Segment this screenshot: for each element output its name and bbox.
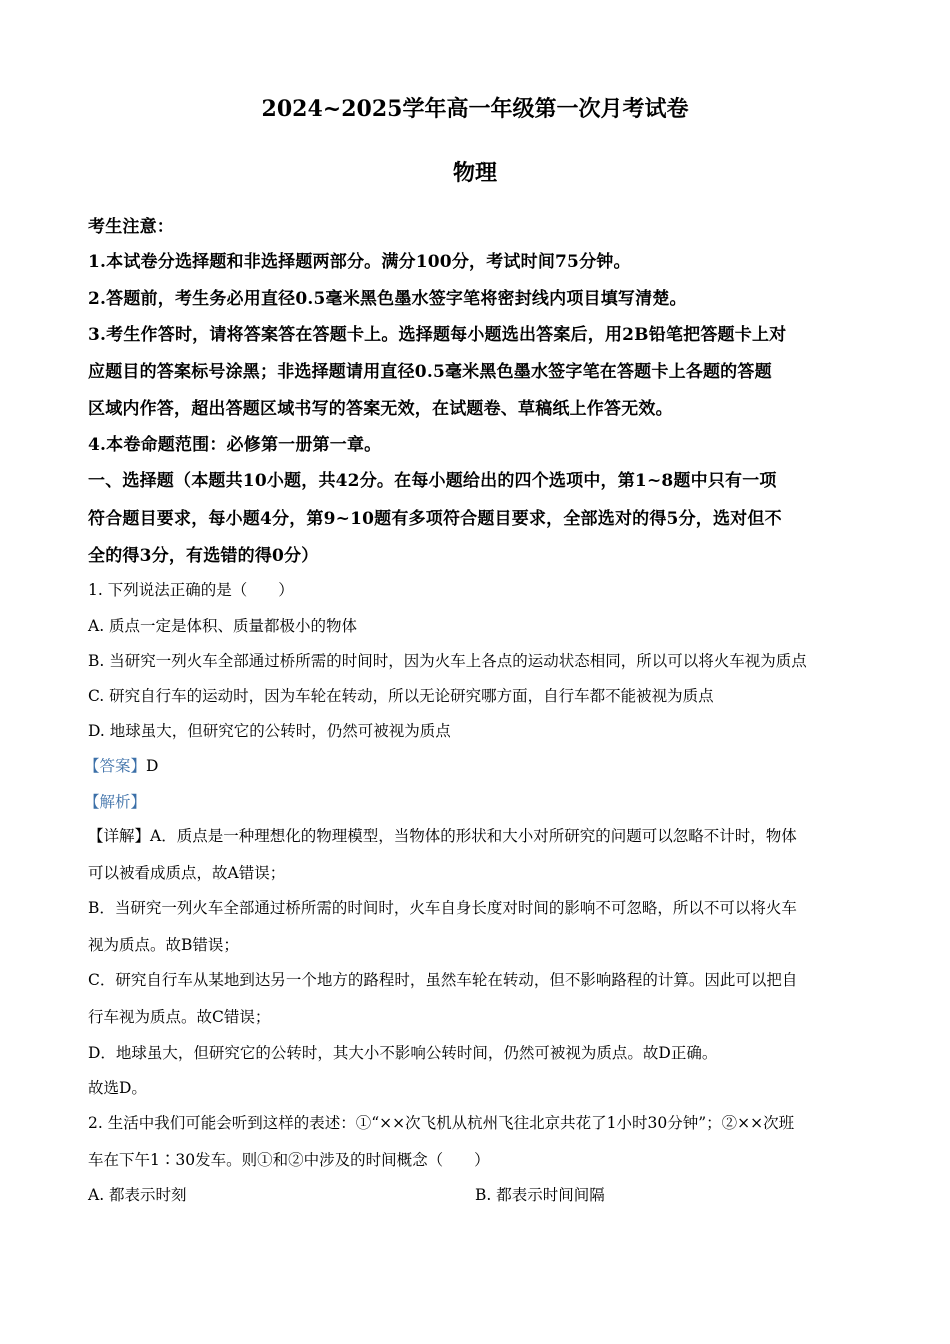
question-stem: 2. 生活中我们可能会听到这样的表述：①“××次飞机从杭州飞往北京共花了1小时30分钟”；②××次班 xyxy=(88,1114,795,1132)
detail-line: 视为质点。故B错误； xyxy=(88,936,239,954)
exam-title: 2024~2025学年高一年级第一次月考试卷 xyxy=(261,96,689,122)
question-stem: 1. 下列说法正确的是（ ） xyxy=(88,581,294,599)
option-b: B. 都表示时间间隔 xyxy=(475,1186,605,1204)
section-line: 全的得3分，有选错的得0分） xyxy=(88,546,319,566)
question-stem: 车在下午1∶30发车。则①和②中涉及的时间概念（ ） xyxy=(88,1151,490,1169)
option-d: D. 地球虽大，但研究它的公转时，仍然可被视为质点 xyxy=(88,722,451,740)
section-line: 符合题目要求，每小题4分，第9~10题有多项符合题目要求，全部选对的得5分，选对但不 xyxy=(88,509,782,529)
notice-item: 1.本试卷分选择题和非选择题两部分。满分100分，考试时间75分钟。 xyxy=(88,252,631,272)
notice-heading: 考生注意： xyxy=(88,217,174,237)
analysis-tag: 【解析】 xyxy=(84,793,147,811)
notice-item: 2.答题前，考生务必用直径0.5毫米黑色墨水签字笔将密封线内项目填写清楚。 xyxy=(88,289,687,309)
subject-title: 物理 xyxy=(452,160,497,186)
detail-line: D．地球虽大，但研究它的公转时，其大小不影响公转时间，仍然可被视为质点。故D正确。 xyxy=(88,1044,718,1062)
detail-line: 行车视为质点。故C错误； xyxy=(88,1008,271,1026)
answer-tag: 【答案】 xyxy=(84,757,147,775)
detail-line: 【详解】A．质点是一种理想化的物理模型，当物体的形状和大小对所研究的问题可以忽略不计时，物体 xyxy=(88,827,797,845)
option-c: C. 研究自行车的运动时，因为车轮在转动，所以无论研究哪方面，自行车都不能被视为质点 xyxy=(88,687,714,705)
notice-item: 区域内作答，超出答题区域书写的答案无效，在试题卷、草稿纸上作答无效。 xyxy=(88,399,673,419)
answer-value: D xyxy=(146,757,159,775)
option-a: A. 质点一定是体积、质量都极小的物体 xyxy=(88,617,358,635)
detail-line: C．研究自行车从某地到达另一个地方的路程时，虽然车轮在转动，但不影响路程的计算。因此可以把自 xyxy=(88,971,798,989)
detail-line: 可以被看成质点，故A错误； xyxy=(88,864,286,882)
detail-line: B．当研究一列火车全部通过桥所需的时间时，火车自身长度对时间的影响不可忽略，所以不可以将火车 xyxy=(88,899,797,917)
answer-line xyxy=(84,754,158,776)
option-b: B. 当研究一列火车全部通过桥所需的时间时，因为火车上各点的运动状态相同，所以可以将火车视为质点 xyxy=(88,652,807,670)
notice-item: 3.考生作答时，请将答案答在答题卡上。选择题每小题选出答案后，用2B铅笔把答题卡上对 xyxy=(88,325,787,345)
notice-item: 4.本卷命题范围：必修第一册第一章。 xyxy=(88,435,382,455)
detail-line: 故选D。 xyxy=(88,1079,147,1097)
notice-item: 应题目的答案标号涂黑；非选择题请用直径0.5毫米黑色墨水签字笔在答题卡上各题的答题 xyxy=(88,362,772,382)
option-a: A. 都表示时刻 xyxy=(88,1186,187,1204)
section-line: 一、选择题（本题共10小题，共42分。在每小题给出的四个选项中，第1~8题中只有一项 xyxy=(88,471,777,491)
